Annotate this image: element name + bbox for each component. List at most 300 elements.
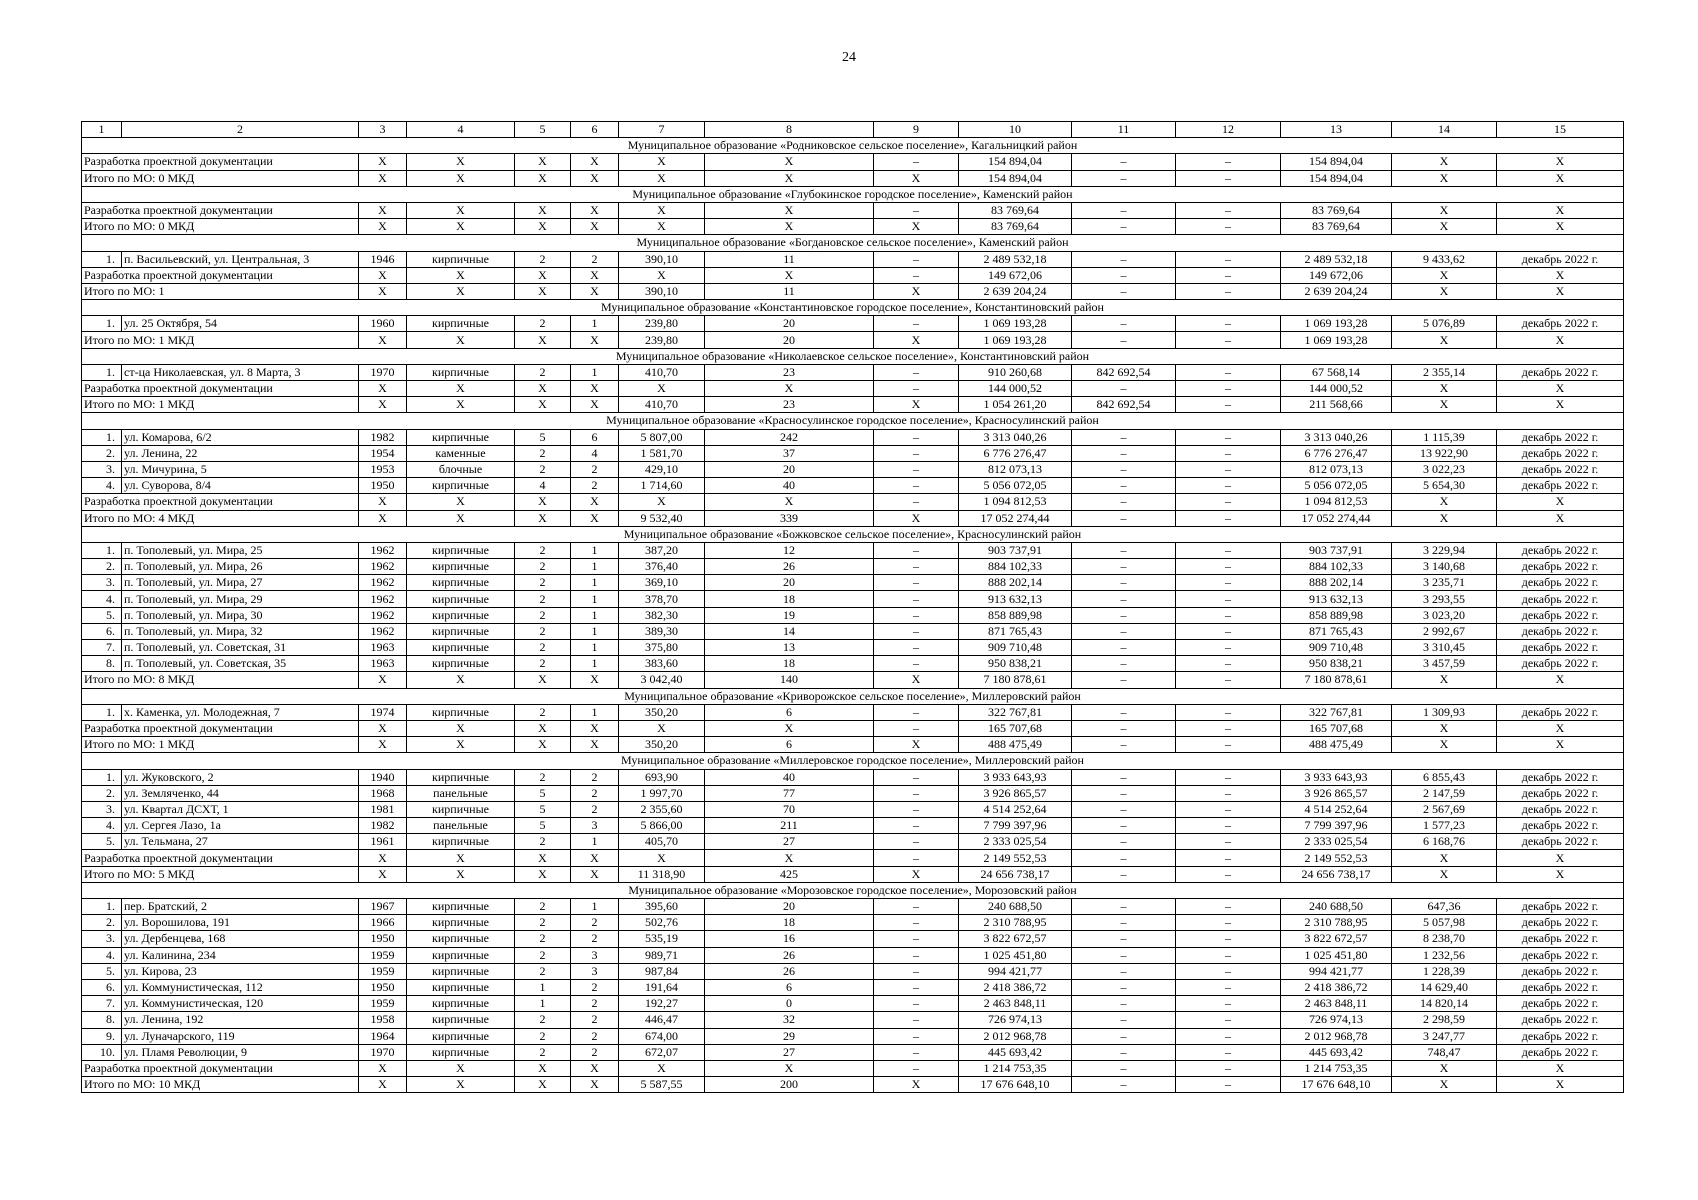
table-row (82, 640, 1624, 656)
table-cell: 2 (571, 251, 619, 267)
table-cell: декабрь 2022 г. (1497, 461, 1624, 477)
table-row (82, 818, 1624, 834)
table-cell: 20 (705, 461, 874, 477)
table-cell: 1962 (359, 623, 407, 639)
table-cell: 350,20 (619, 704, 705, 720)
row-number: 1. (82, 704, 122, 720)
section-row (82, 235, 1624, 251)
table-cell: X (407, 494, 515, 510)
table-cell: X (1392, 737, 1497, 753)
table-cell: блочные (407, 461, 515, 477)
table-cell: X (1497, 737, 1624, 753)
table-cell: 20 (705, 332, 874, 348)
table-cell: 858 889,98 (1281, 607, 1392, 623)
table-cell: 350,20 (619, 737, 705, 753)
address-cell: ул. Ленина, 192 (122, 1012, 359, 1028)
table-row (82, 915, 1624, 931)
table-cell: кирпичные (407, 947, 515, 963)
table-cell: 2 (515, 316, 571, 332)
table-cell: 3 023,20 (1392, 607, 1497, 623)
table-cell: – (1176, 979, 1281, 995)
table-cell: – (1176, 1028, 1281, 1044)
table-cell: – (874, 720, 959, 736)
summary-row (82, 202, 1624, 218)
table-cell: – (1072, 979, 1176, 995)
table-cell: – (874, 251, 959, 267)
table-cell: декабрь 2022 г. (1497, 251, 1624, 267)
table-cell: 3 (571, 947, 619, 963)
table-cell: X (407, 1077, 515, 1093)
table-cell: 445 693,42 (959, 1044, 1072, 1060)
summary-label: Итого по МО: 0 МКД (82, 170, 359, 186)
summary-label: Итого по МО: 5 МКД (82, 866, 359, 882)
table-cell: X (1497, 720, 1624, 736)
table-cell: 3 822 672,57 (1281, 931, 1392, 947)
table-cell: X (515, 202, 571, 218)
table-cell: X (407, 397, 515, 413)
table-cell: X (705, 494, 874, 510)
table-cell: кирпичные (407, 316, 515, 332)
table-cell: X (1497, 332, 1624, 348)
address-cell: п. Тополевый, ул. Мира, 25 (122, 542, 359, 558)
table-cell: X (874, 672, 959, 688)
section-row (82, 300, 1624, 316)
table-cell: 1953 (359, 461, 407, 477)
table-cell: – (1176, 801, 1281, 817)
table-row (82, 364, 1624, 380)
summary-row (82, 219, 1624, 235)
table-cell: 5 056 072,05 (959, 478, 1072, 494)
address-cell: п. Тополевый, ул. Мира, 26 (122, 559, 359, 575)
column-number-cell: 10 (959, 122, 1072, 138)
table-cell: 1 214 753,35 (959, 1060, 1072, 1076)
table-cell: 4 514 252,64 (959, 801, 1072, 817)
row-number: 1. (82, 251, 122, 267)
table-cell: 842 692,54 (1072, 397, 1176, 413)
summary-label: Итого по МО: 1 МКД (82, 332, 359, 348)
section-row (82, 348, 1624, 364)
table-cell: 6 (705, 737, 874, 753)
table-cell: 2 463 848,11 (1281, 996, 1392, 1012)
table-cell: 322 767,81 (1281, 704, 1392, 720)
table-cell: 1950 (359, 478, 407, 494)
table-cell: декабрь 2022 г. (1497, 542, 1624, 558)
column-number-cell: 7 (619, 122, 705, 138)
table-cell: X (515, 283, 571, 299)
table-cell: кирпичные (407, 915, 515, 931)
table-cell: 3 022,23 (1392, 461, 1497, 477)
table-cell: X (571, 720, 619, 736)
table-cell: 429,10 (619, 461, 705, 477)
table-cell: панельные (407, 818, 515, 834)
table-cell: 2 (515, 1028, 571, 1044)
address-cell: п. Тополевый, ул. Мира, 30 (122, 607, 359, 623)
table-cell: – (1176, 575, 1281, 591)
table-cell: X (874, 219, 959, 235)
table-cell: декабрь 2022 г. (1497, 801, 1624, 817)
table-cell: – (874, 818, 959, 834)
table-row (82, 1012, 1624, 1028)
address-cell: п. Васильевский, ул. Центральная, 3 (122, 251, 359, 267)
table-cell: 1966 (359, 915, 407, 931)
table-cell: X (571, 397, 619, 413)
table-cell: – (1176, 656, 1281, 672)
table-cell: 987,84 (619, 963, 705, 979)
column-number-cell: 11 (1072, 122, 1176, 138)
section-row (82, 688, 1624, 704)
table-cell: 37 (705, 445, 874, 461)
table-cell: 1 (571, 899, 619, 915)
table-cell: 2 (515, 364, 571, 380)
table-cell: 1967 (359, 899, 407, 915)
address-cell: п. Тополевый, ул. Мира, 27 (122, 575, 359, 591)
table-cell: 2 149 552,53 (1281, 850, 1392, 866)
table-cell: – (1072, 494, 1176, 510)
table-cell: 2 (571, 801, 619, 817)
section-row (82, 413, 1624, 429)
table-cell: X (407, 202, 515, 218)
table-cell: 1 581,70 (619, 445, 705, 461)
table-cell: 1 228,39 (1392, 963, 1497, 979)
table-cell: – (1176, 219, 1281, 235)
table-body (82, 122, 1624, 1093)
table-cell: – (1072, 170, 1176, 186)
table-cell: – (874, 202, 959, 218)
table-cell: 5 (515, 801, 571, 817)
table-cell: 1963 (359, 656, 407, 672)
row-number: 4. (82, 818, 122, 834)
table-cell: 383,60 (619, 656, 705, 672)
table-cell: 1 997,70 (619, 785, 705, 801)
row-number: 3. (82, 931, 122, 947)
table-cell: – (1072, 202, 1176, 218)
table-cell: декабрь 2022 г. (1497, 559, 1624, 575)
table-cell: 1 (571, 316, 619, 332)
table-cell: – (1072, 785, 1176, 801)
table-cell: X (619, 381, 705, 397)
table-cell: – (1072, 283, 1176, 299)
table-cell: 7 799 397,96 (1281, 818, 1392, 834)
table-cell: X (407, 737, 515, 753)
table-cell: – (1072, 866, 1176, 882)
table-cell: 24 656 738,17 (1281, 866, 1392, 882)
table-cell: 14 (705, 623, 874, 639)
table-cell: 1 (571, 656, 619, 672)
table-cell: X (407, 866, 515, 882)
table-cell: 211 568,66 (1281, 397, 1392, 413)
table-cell: 192,27 (619, 996, 705, 1012)
address-cell: ул. Сергея Лазо, 1а (122, 818, 359, 834)
table-row (82, 461, 1624, 477)
table-cell: 1 714,60 (619, 478, 705, 494)
table-cell: X (515, 219, 571, 235)
address-cell: ст-ца Николаевская, ул. 8 Марта, 3 (122, 364, 359, 380)
table-cell: 858 889,98 (959, 607, 1072, 623)
table-cell: – (1176, 1077, 1281, 1093)
table-cell: 2 (515, 899, 571, 915)
row-number: 5. (82, 607, 122, 623)
table-cell: 913 632,13 (1281, 591, 1392, 607)
row-number: 10. (82, 1044, 122, 1060)
table-cell: – (1072, 1044, 1176, 1060)
table-cell: X (874, 332, 959, 348)
row-number: 7. (82, 996, 122, 1012)
table-row (82, 656, 1624, 672)
table-cell: декабрь 2022 г. (1497, 1028, 1624, 1044)
table-cell: – (1176, 607, 1281, 623)
table-cell: 29 (705, 1028, 874, 1044)
table-cell: – (1072, 445, 1176, 461)
table-row (82, 478, 1624, 494)
table-cell: 4 (571, 445, 619, 461)
table-cell: X (407, 219, 515, 235)
table-cell: 1 214 753,35 (1281, 1060, 1392, 1076)
table-cell: 2 (515, 251, 571, 267)
table-cell: 888 202,14 (1281, 575, 1392, 591)
table-cell: 2 147,59 (1392, 785, 1497, 801)
table-cell: 2 (515, 575, 571, 591)
table-cell: 1 577,23 (1392, 818, 1497, 834)
table-cell: декабрь 2022 г. (1497, 963, 1624, 979)
table-cell: декабрь 2022 г. (1497, 607, 1624, 623)
summary-label: Итого по МО: 0 МКД (82, 219, 359, 235)
table-cell: 1 (571, 834, 619, 850)
table-cell: – (1176, 704, 1281, 720)
table-cell: 950 838,21 (1281, 656, 1392, 672)
table-cell: X (359, 219, 407, 235)
row-number: 6. (82, 623, 122, 639)
table-cell: X (619, 1060, 705, 1076)
table-cell: 5 866,00 (619, 818, 705, 834)
table-cell: 1958 (359, 1012, 407, 1028)
address-cell: ул. Луначарского, 119 (122, 1028, 359, 1044)
table-cell: 6 (705, 704, 874, 720)
table-cell: 19 (705, 607, 874, 623)
table-cell: 1961 (359, 834, 407, 850)
address-cell: ул. Ворошилова, 191 (122, 915, 359, 931)
table-cell: 9 532,40 (619, 510, 705, 526)
table-cell: – (1072, 850, 1176, 866)
table-cell: 2 (515, 947, 571, 963)
address-cell: п. Тополевый, ул. Советская, 35 (122, 656, 359, 672)
table-cell: 3 457,59 (1392, 656, 1497, 672)
table-cell: 1970 (359, 1044, 407, 1060)
table-cell: 812 073,13 (959, 461, 1072, 477)
table-cell: – (1072, 542, 1176, 558)
table-cell: 2 310 788,95 (959, 915, 1072, 931)
table-cell: 154 894,04 (959, 154, 1072, 170)
address-cell: ул. Коммунистическая, 120 (122, 996, 359, 1012)
table-cell: 2 310 788,95 (1281, 915, 1392, 931)
table-cell: 871 765,43 (959, 623, 1072, 639)
table-cell: 994 421,77 (959, 963, 1072, 979)
table-cell: 1 (571, 640, 619, 656)
table-cell: 1 (571, 542, 619, 558)
table-cell: – (1072, 251, 1176, 267)
address-cell: п. Тополевый, ул. Мира, 32 (122, 623, 359, 639)
table-cell: – (874, 1012, 959, 1028)
table-cell: 989,71 (619, 947, 705, 963)
table-cell: X (705, 170, 874, 186)
table-cell: – (1176, 478, 1281, 494)
table-cell: 165 707,68 (1281, 720, 1392, 736)
table-cell: 647,36 (1392, 899, 1497, 915)
table-cell: X (515, 1077, 571, 1093)
section-title: Муниципальное образование «Красносулинское городское поселение», Красносулинский район (82, 413, 1624, 429)
table-row (82, 251, 1624, 267)
table-cell: 144 000,52 (959, 381, 1072, 397)
column-number-cell: 15 (1497, 122, 1624, 138)
table-cell: – (1072, 332, 1176, 348)
summary-label: Разработка проектной документации (82, 267, 359, 283)
table-cell: 6 (705, 979, 874, 995)
table-cell: 2 463 848,11 (959, 996, 1072, 1012)
table-cell: 26 (705, 963, 874, 979)
table-cell: 376,40 (619, 559, 705, 575)
table-cell: 1 (515, 979, 571, 995)
table-cell: – (1072, 915, 1176, 931)
table-cell: 20 (705, 316, 874, 332)
address-cell: ул. Пламя Революции, 9 (122, 1044, 359, 1060)
section-title: Муниципальное образование «Родниковское сельское поселение», Кагальницкий район (82, 138, 1624, 154)
table-cell: кирпичные (407, 769, 515, 785)
table-cell: 9 433,62 (1392, 251, 1497, 267)
table-cell: 1 094 812,53 (1281, 494, 1392, 510)
table-cell: 913 632,13 (959, 591, 1072, 607)
table-cell: – (1176, 461, 1281, 477)
table-cell: кирпичные (407, 656, 515, 672)
table-cell: – (1176, 899, 1281, 915)
table-cell: 1946 (359, 251, 407, 267)
table-cell: 4 (515, 478, 571, 494)
column-number-cell: 1 (82, 122, 122, 138)
table-cell: кирпичные (407, 704, 515, 720)
table-cell: 165 707,68 (959, 720, 1072, 736)
table-cell: X (515, 720, 571, 736)
table-cell: 410,70 (619, 397, 705, 413)
table-cell: 2 333 025,54 (1281, 834, 1392, 850)
address-cell: ул. Земляченко, 44 (122, 785, 359, 801)
table-cell: X (1497, 154, 1624, 170)
table-cell: 1940 (359, 769, 407, 785)
table-cell: 2 (571, 996, 619, 1012)
table-cell: X (407, 510, 515, 526)
table-cell: – (1176, 202, 1281, 218)
table-row (82, 445, 1624, 461)
table-cell: 149 672,06 (959, 267, 1072, 283)
table-cell: 27 (705, 1044, 874, 1060)
row-number: 8. (82, 1012, 122, 1028)
table-cell: – (1176, 915, 1281, 931)
address-cell: ул. Комарова, 6/2 (122, 429, 359, 445)
table-cell: X (359, 154, 407, 170)
address-cell: ул. Мичурина, 5 (122, 461, 359, 477)
table-cell: декабрь 2022 г. (1497, 640, 1624, 656)
table-cell: 903 737,91 (1281, 542, 1392, 558)
table-cell: декабрь 2022 г. (1497, 834, 1624, 850)
table-cell: 14 629,40 (1392, 979, 1497, 995)
table-cell: X (359, 283, 407, 299)
table-cell: X (1497, 381, 1624, 397)
table-cell: 2 (571, 979, 619, 995)
table-cell: X (874, 397, 959, 413)
table-cell: кирпичные (407, 931, 515, 947)
table-cell: X (571, 850, 619, 866)
summary-label: Разработка проектной документации (82, 720, 359, 736)
table-cell: 20 (705, 575, 874, 591)
table-cell: 369,10 (619, 575, 705, 591)
table-cell: – (1176, 429, 1281, 445)
table-cell: кирпичные (407, 364, 515, 380)
table-cell: X (1392, 202, 1497, 218)
summary-label: Разработка проектной документации (82, 1060, 359, 1076)
table-cell: 726 974,13 (1281, 1012, 1392, 1028)
table-cell: 726 974,13 (959, 1012, 1072, 1028)
table-cell: 1 025 451,80 (959, 947, 1072, 963)
table-cell: – (1072, 996, 1176, 1012)
table-cell: X (359, 170, 407, 186)
table-cell: 6 855,43 (1392, 769, 1497, 785)
table-cell: X (571, 737, 619, 753)
table-row (82, 559, 1624, 575)
table-cell: кирпичные (407, 542, 515, 558)
table-row (82, 575, 1624, 591)
table-cell: X (705, 219, 874, 235)
table-cell: – (1072, 963, 1176, 979)
column-number-cell: 4 (407, 122, 515, 138)
table-row (82, 1044, 1624, 1060)
table-cell: – (1176, 623, 1281, 639)
table-cell: X (407, 283, 515, 299)
table-cell: декабрь 2022 г. (1497, 623, 1624, 639)
table-cell: 83 769,64 (959, 219, 1072, 235)
column-number-cell: 12 (1176, 122, 1281, 138)
summary-row (82, 154, 1624, 170)
table-cell: 16 (705, 931, 874, 947)
table-cell: X (1392, 1060, 1497, 1076)
table-cell: – (1072, 623, 1176, 639)
table-cell: 1960 (359, 316, 407, 332)
table-cell: – (1176, 640, 1281, 656)
table-cell: – (874, 850, 959, 866)
table-cell: – (874, 947, 959, 963)
table-cell: 1 (571, 623, 619, 639)
table-cell: 27 (705, 834, 874, 850)
table-cell: 8 238,70 (1392, 931, 1497, 947)
table-cell: – (1072, 607, 1176, 623)
table-cell: 2 (571, 785, 619, 801)
table-cell: X (619, 267, 705, 283)
table-cell: 2 567,69 (1392, 801, 1497, 817)
table-cell: – (1072, 640, 1176, 656)
column-number-cell: 13 (1281, 122, 1392, 138)
table-cell: 2 355,14 (1392, 364, 1497, 380)
table-cell: 154 894,04 (1281, 154, 1392, 170)
table-cell: кирпичные (407, 429, 515, 445)
table-cell: 2 (515, 559, 571, 575)
row-number: 1. (82, 542, 122, 558)
table-cell: – (874, 623, 959, 639)
table-cell: 3 042,40 (619, 672, 705, 688)
address-cell: ул. Жуковского, 2 (122, 769, 359, 785)
table-cell: 375,80 (619, 640, 705, 656)
table-cell: – (1072, 1077, 1176, 1093)
table-cell: 40 (705, 769, 874, 785)
section-row (82, 186, 1624, 202)
table-cell: 674,00 (619, 1028, 705, 1044)
table-cell: 20 (705, 899, 874, 915)
table-cell: X (571, 494, 619, 510)
